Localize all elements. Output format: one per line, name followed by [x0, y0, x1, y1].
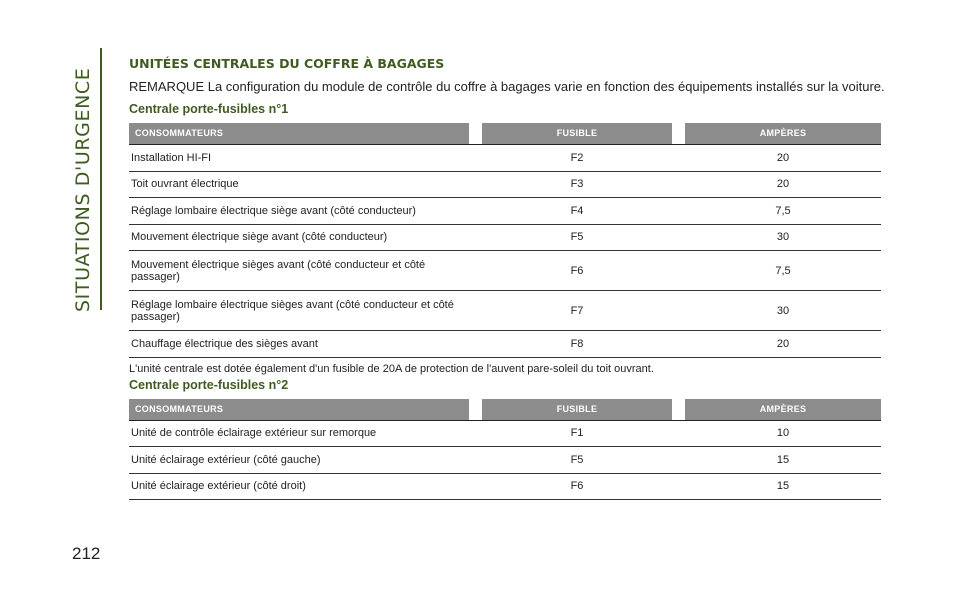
amperes-cell: 7,5 [775, 204, 791, 217]
consumer-cell: Chauffage électrique des sièges avant [131, 337, 318, 350]
consumer-cell: Unité de contrôle éclairage extérieur sur remorque [131, 427, 377, 440]
consumer-line: Mouvement électrique sièges avant (côté conducteur et côté [131, 258, 426, 271]
consumer-cell: Réglage lombaire électrique siège avant (côté conducteur) [131, 204, 416, 217]
consumer-line: passager) [131, 270, 180, 283]
table-header [129, 123, 881, 145]
amperes-cell: 7,5 [775, 264, 791, 277]
table-row [129, 291, 881, 331]
table-row [129, 145, 881, 172]
consumer-line: passager) [131, 310, 180, 323]
amperes-cell: 20 [776, 337, 790, 350]
fuse-cell: F2 [570, 151, 584, 164]
consumer-cell: Installation HI-FI [131, 151, 212, 164]
amperes-cell: 30 [776, 231, 790, 244]
header-amperes: AMPÈRES [685, 123, 881, 144]
consumer-cell: Unité éclairage extérieur (côté gauche) [131, 453, 321, 466]
consumer-cell: Unité éclairage extérieur (côté droit) [131, 480, 306, 493]
amperes-cell: 20 [776, 178, 790, 191]
fuse-cell: F3 [570, 178, 584, 191]
amperes-cell: 15 [776, 453, 790, 466]
table-header [129, 399, 881, 421]
table-row [129, 225, 881, 252]
table-row [129, 198, 881, 225]
table-row [129, 172, 881, 199]
fuse-cell: F5 [570, 453, 584, 466]
header-fuse: FUSIBLE [482, 123, 672, 144]
consumer-cell [129, 299, 482, 323]
fuse-cell: F5 [570, 231, 584, 244]
header-amperes: AMPÈRES [685, 399, 881, 420]
amperes-cell: 20 [776, 151, 790, 164]
fuse-table-2 [129, 399, 881, 501]
table1-title: Centrale porte-fusibles n°1 [129, 102, 289, 116]
fuse-cell: F1 [570, 427, 584, 440]
header-consumers: CONSOMMATEURS [129, 399, 469, 420]
fuse-cell: F6 [570, 480, 584, 493]
chapter-title: SITUATIONS D'URGENCE [72, 67, 94, 312]
header-fuse: FUSIBLE [482, 399, 672, 420]
fuse-cell: F4 [570, 204, 584, 217]
page-content [129, 56, 885, 500]
page-number: 212 [72, 544, 101, 563]
table1-footnote: L'unité centrale est dotée également d'un fusible de 20A de protection de l'auvent pare-soleil du toit ouvrant. [129, 362, 654, 375]
consumer-line: Réglage lombaire électrique sièges avant (côté conducteur et côté [131, 298, 454, 311]
amperes-cell: 15 [776, 480, 790, 493]
table-row [129, 251, 881, 291]
table-row [129, 447, 881, 474]
consumer-cell [129, 259, 482, 283]
fuse-cell: F6 [570, 264, 584, 277]
section-note: REMARQUE La configuration du module de contrôle du coffre à bagages varie en fonction des équipements installés sur la voiture. [129, 79, 885, 94]
fuse-cell: F7 [570, 304, 584, 317]
table2-title: Centrale porte-fusibles n°2 [129, 377, 289, 392]
consumer-cell: Mouvement électrique siège avant (côté conducteur) [131, 231, 388, 244]
fuse-cell: F8 [570, 337, 584, 350]
fuse-table-1 [129, 123, 881, 358]
table-row [129, 474, 881, 501]
consumer-cell: Toit ouvrant électrique [131, 178, 239, 191]
chapter-divider [100, 48, 102, 310]
section-title: UNITÉES CENTRALES DU COFFRE À BAGAGES [129, 56, 445, 71]
amperes-cell: 10 [776, 427, 790, 440]
header-consumers: CONSOMMATEURS [129, 123, 469, 144]
table-row [129, 331, 881, 358]
amperes-cell: 30 [776, 304, 790, 317]
table-row [129, 421, 881, 448]
